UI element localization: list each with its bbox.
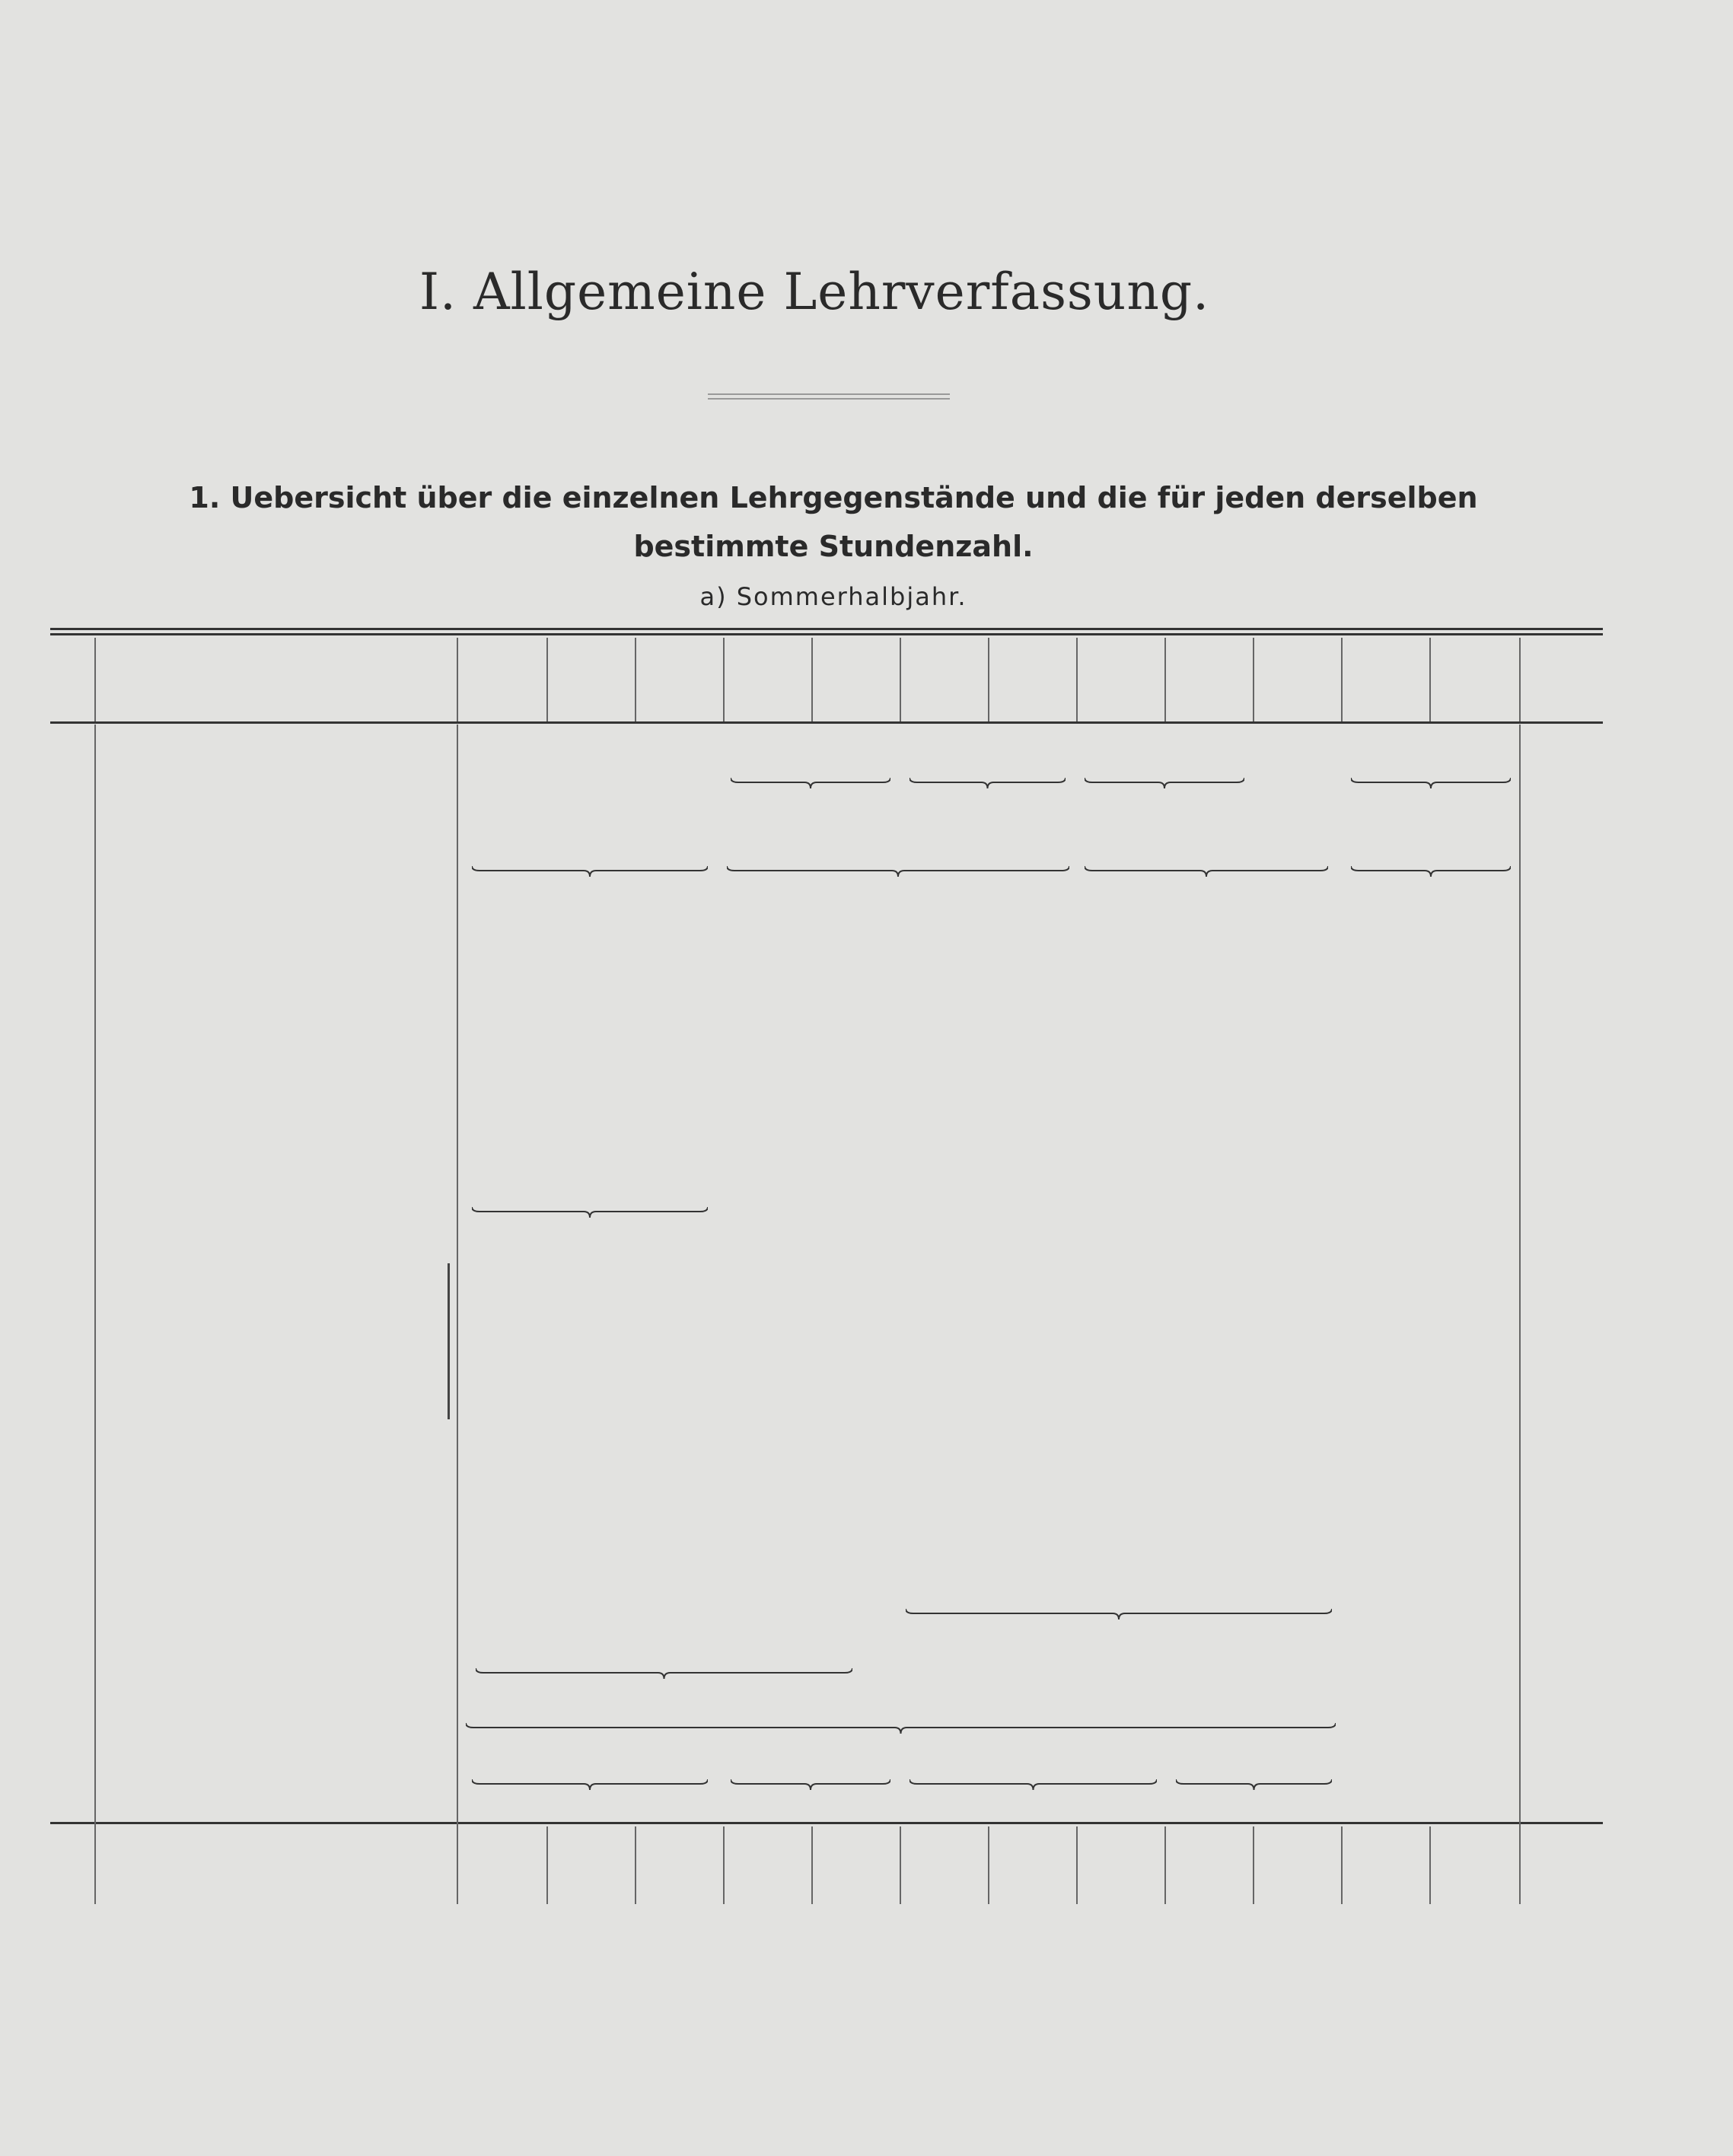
column-rule [1253, 638, 1254, 721]
column-rule [546, 1826, 548, 1904]
column-rule [1076, 638, 1078, 721]
page-title: I. Allgemeine Lehrverfassung. [419, 263, 1210, 321]
column-rule [1429, 1826, 1431, 1904]
column-rule [1341, 1826, 1343, 1904]
column-rule [900, 1826, 901, 1904]
grouping-brace [1351, 865, 1511, 880]
grouping-brace [727, 865, 1069, 880]
grouping-brace [1085, 865, 1328, 880]
grouping-brace [731, 776, 890, 791]
column-rule [723, 1826, 725, 1904]
column-rule [457, 725, 458, 1904]
column-rule [1076, 1826, 1078, 1904]
column-rule [635, 1826, 636, 1904]
column-rule [811, 1826, 813, 1904]
title-separator [708, 393, 950, 395]
grouping-brace [1176, 1778, 1332, 1793]
column-rule [723, 638, 725, 721]
table-top-rule [50, 628, 1603, 630]
title-separator [708, 398, 950, 400]
column-rule [1341, 638, 1343, 721]
column-rule [1164, 1826, 1166, 1904]
section-heading [0, 473, 1667, 571]
grouping-brace [472, 1205, 708, 1221]
grouping-brace [1085, 776, 1244, 791]
grouping-brace [910, 776, 1066, 791]
column-rule [900, 638, 901, 721]
column-rule [1519, 725, 1521, 1904]
column-rule [1519, 638, 1521, 721]
brace-rule [448, 1263, 450, 1419]
column-rule [457, 638, 458, 721]
column-rule [1164, 638, 1166, 721]
grouping-brace [906, 1607, 1332, 1623]
column-rule [635, 638, 636, 721]
semester-heading: a) Sommerhalbjahr. [699, 582, 967, 611]
grouping-brace [466, 1721, 1336, 1737]
column-rule [94, 725, 96, 1904]
column-rule [811, 638, 813, 721]
header-bottom-rule [50, 721, 1603, 724]
column-rule [1429, 638, 1431, 721]
grouping-brace [472, 1778, 708, 1793]
grouping-brace [910, 1778, 1157, 1793]
column-rule [1253, 1826, 1254, 1904]
column-rule [988, 1826, 989, 1904]
footer-top-rule [50, 1822, 1603, 1824]
grouping-brace [476, 1667, 852, 1682]
grouping-brace [1351, 776, 1511, 791]
grouping-brace [731, 1778, 890, 1793]
section-heading-text: 1. Uebersicht über die einzelnen Lehrgegenstände und die für jeden derselben bestimmte Stundenzahl. [189, 481, 1478, 563]
grouping-brace [472, 865, 708, 880]
column-rule [988, 638, 989, 721]
column-rule [94, 638, 96, 721]
table-top-rule [50, 633, 1603, 635]
column-rule [546, 638, 548, 721]
